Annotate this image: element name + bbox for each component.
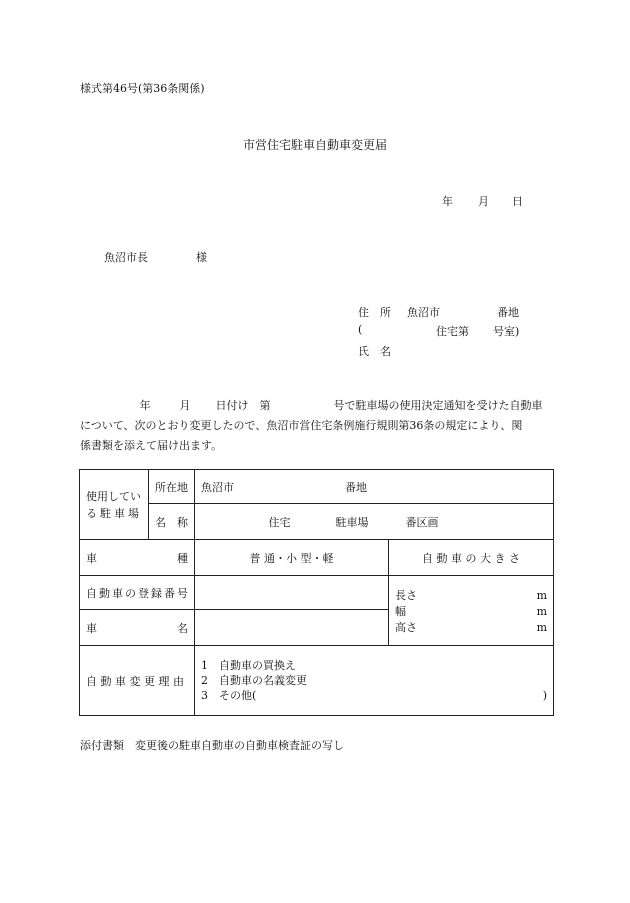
registration-number-field[interactable] (195, 576, 389, 610)
width-label: 幅 (395, 604, 406, 618)
vehicle-name-field[interactable] (195, 610, 389, 646)
registration-number-label: 自動車の登録番号 (80, 576, 195, 610)
housing-paren-open: ( (358, 323, 363, 336)
vehicle-name-label-a: 車 (86, 621, 97, 635)
height-unit: m (536, 620, 547, 634)
width-unit: m (536, 604, 547, 618)
parking-housing: 住宅 (268, 515, 291, 529)
vehicle-type-options[interactable]: 普 通・小 型・軽 (195, 540, 389, 576)
height-label: 高さ (395, 620, 417, 634)
vehicle-name-label-b: 名 (177, 621, 188, 635)
notice-month: 月 (179, 399, 191, 412)
date-year: 年 (442, 195, 453, 208)
room-label: 号室) (493, 325, 520, 338)
address-label: 住 所 (358, 306, 391, 319)
parking-name-label-b: 称 (177, 515, 188, 529)
parking-lot: 駐車場 (335, 515, 369, 529)
notice-year: 年 (139, 399, 151, 412)
notice-line-3: 係書類を添えて届け出ます。 (80, 439, 223, 452)
addressee-honorific: 様 (196, 251, 207, 264)
form-title: 市営住宅駐車自動車変更届 (242, 138, 387, 152)
parking-in-use-l1: 使用してい (86, 489, 141, 503)
reason-option-3-close: ) (542, 689, 547, 702)
parking-in-use-l2: る駐車場 (86, 506, 142, 520)
change-reason-label: 自 動 車 変 更 理 由 (80, 646, 195, 716)
notice-line-1 (80, 396, 558, 416)
vehicle-name-label (80, 610, 195, 646)
notice-dated: 日付け 第 (215, 399, 271, 412)
parking-name-field[interactable] (195, 504, 554, 540)
vehicle-size-header: 自 動 車 の 大 き さ (389, 540, 554, 576)
form-number: 様式第46号(第36条関係) (80, 82, 205, 95)
parking-in-use-label (80, 470, 149, 540)
length-label: 長さ (395, 588, 417, 602)
date-month: 月 (478, 195, 489, 208)
address-banchi: 番地 (497, 306, 519, 319)
address-city: 魚沼市 (407, 306, 440, 319)
location-label: 所在地 (149, 470, 195, 504)
parking-name-label-a: 名 (155, 515, 166, 529)
height-row (395, 620, 547, 636)
notice-rest: 号で駐車場の使用決定通知を受けた自動車 (333, 399, 543, 412)
parking-section: 番区画 (405, 515, 439, 529)
addressee-name: 魚沼市長 (104, 251, 148, 264)
reason-option-3[interactable]: 3 その他( ) (201, 689, 547, 702)
reason-option-1[interactable]: 1 自動車の買換え (201, 659, 296, 672)
location-banchi: 番地 (345, 480, 367, 494)
vehicle-size-field[interactable] (389, 576, 554, 646)
length-unit: m (536, 588, 547, 602)
attachment-note: 添付書類 変更後の駐車自動車の自動車検査証の写し (80, 739, 344, 752)
location-city: 魚沼市 (201, 480, 234, 494)
location-field[interactable] (195, 470, 554, 504)
notice-line-2: について、次のとおり変更したので、魚沼市営住宅条例施行規則第36条の規定により、関 (80, 419, 523, 432)
notice-text (80, 396, 558, 456)
date-day: 日 (512, 195, 523, 208)
width-row (395, 604, 547, 620)
vehicle-change-table (79, 469, 554, 716)
parking-name-label (149, 504, 195, 540)
applicant-name-label: 氏 名 (358, 345, 391, 358)
vehicle-type-label (80, 540, 195, 576)
housing-label: 住宅第 (436, 325, 469, 338)
vehicle-type-label-b: 種 (177, 551, 188, 565)
length-row (395, 588, 547, 604)
reason-option-2[interactable]: 2 自動車の名義変更 (201, 674, 307, 687)
vehicle-type-label-a: 車 (86, 551, 97, 565)
change-reason-options[interactable] (195, 646, 554, 716)
